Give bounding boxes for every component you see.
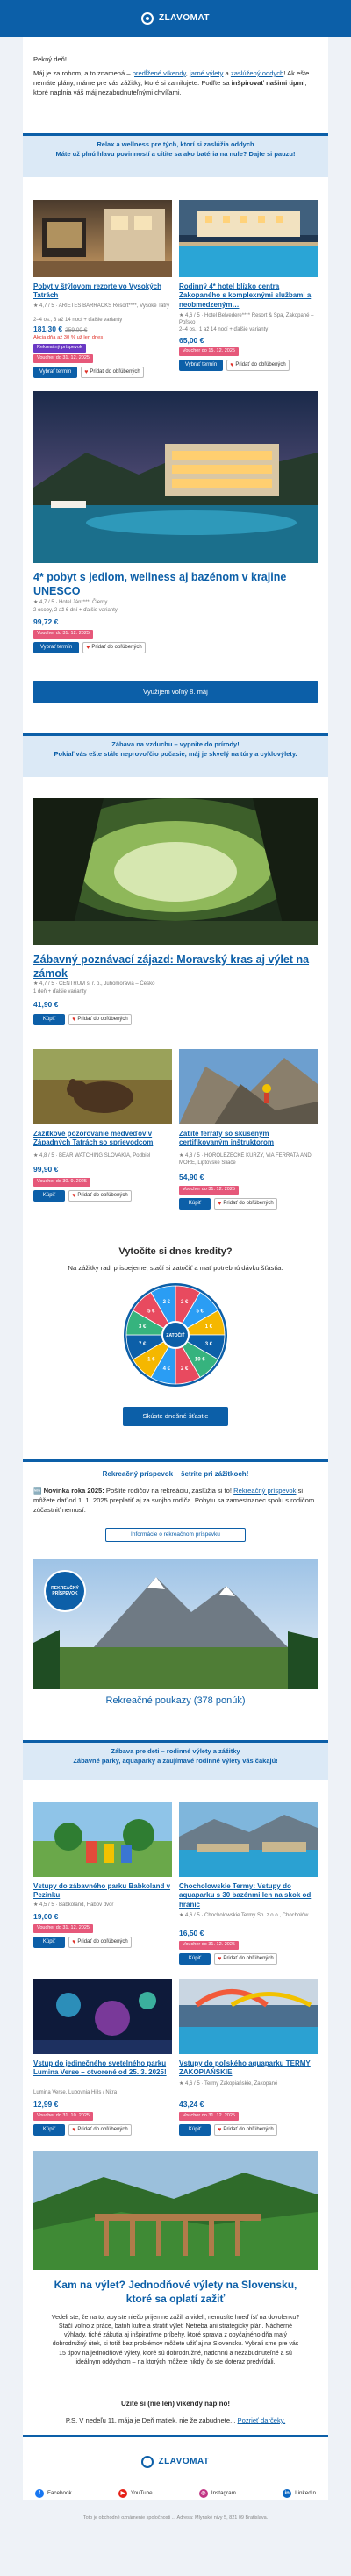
offer-image-lumina[interactable]: [33, 1979, 172, 2054]
buy-button[interactable]: Kúpiť: [179, 1198, 211, 1210]
add-favorite-button[interactable]: [68, 2124, 132, 2136]
link-gifts[interactable]: Pozrieť darčeky.: [237, 2416, 286, 2424]
linkedin-link[interactable]: [283, 2489, 316, 2498]
buy-button[interactable]: Kúpiť: [33, 1014, 65, 1025]
add-favorite-button[interactable]: [214, 1953, 277, 1965]
offer-image-belvedere[interactable]: [179, 200, 318, 277]
heart-icon: ♥: [230, 361, 234, 368]
fav-label: Pridať do obľúbených: [223, 2127, 274, 2133]
intro-text: a: [223, 69, 231, 77]
heart-icon: ♥: [84, 368, 89, 375]
youtube-icon: ▶: [118, 2489, 127, 2498]
more-may-offers-button[interactable]: Využijem voľný 8. máj: [33, 681, 318, 703]
add-favorite-button[interactable]: [214, 2124, 277, 2136]
link-rekreacny-prispevok[interactable]: Rekreačný príspevok: [233, 1487, 297, 1495]
rekreacny-paragraph: [33, 1486, 318, 1515]
rekreacne-poukazy-title[interactable]: Rekreačné poukazy (378 ponúk): [105, 1695, 246, 1706]
section-kids-heading: Zábava pre deti – rodinné výlety a zážitky Zábavné parky, aquaparky a zaujímavé rodinné výlety vás čakajú!: [23, 1740, 328, 1780]
social-label: YouTube: [130, 2489, 153, 2496]
heart-icon: ♥: [86, 644, 90, 651]
wheel-segment-label: 1 €: [204, 1324, 213, 1330]
offer-price: 99,72 €: [33, 617, 59, 626]
offer-title[interactable]: Chocholowskie Termy: Vstupy do aquaparku s 30 bazénmi len na skok od hraníc: [179, 1882, 312, 1909]
offer-rating: ★ 4,7 / 5 · CENTRUM s. r. o., Juhomoravia – Česko: [33, 981, 155, 987]
offer-rating: ★ 4,6 / 5 · Chocholowskie Termy Sp. z o.o., Chochołów: [179, 1913, 309, 1918]
offer-variants: 1 deň + ďalšie varianty: [33, 989, 87, 995]
social-links: [35, 2489, 316, 2498]
heart-icon: ♥: [218, 2126, 222, 2133]
tag-voucher: Voucher do 31. 12. 2025: [33, 630, 93, 639]
footer-logo[interactable]: [0, 2456, 351, 2468]
indoor-aquapark-photo: [179, 1979, 318, 2054]
buy-button[interactable]: Kúpiť: [33, 1937, 65, 1948]
offer-image-termy-zakopianskie[interactable]: [179, 1979, 318, 2054]
viaduct-photo: [33, 2151, 318, 2270]
tag-rekreacny-prispevok: Rekreačný príspevok: [33, 344, 86, 353]
offer-variants: 2–4 os., 3 až 14 nocí + ďalšie varianty: [33, 318, 123, 323]
email-header: [0, 0, 351, 37]
section-rekreacny-heading: Rekreačný príspevok – šetrite pri zážitkoch!: [102, 1470, 249, 1478]
fav-label: Pridať do obľúbených: [90, 369, 140, 375]
fav-label: Pridať do obľúbených: [223, 1956, 274, 1962]
closing-ps: [33, 2415, 318, 2425]
hotel-night-photo: [33, 391, 318, 563]
instagram-link[interactable]: [199, 2489, 236, 2498]
offer-image-babkoland[interactable]: [33, 1802, 172, 1877]
heart-icon: ♥: [72, 2126, 76, 2133]
zlavomat-logo-icon: [141, 12, 154, 25]
article-text: Vedeli ste, že na to, aby ste niečo prijemne zažili a videli, nemusíte hneď ísť na dovolenku? Stačí voľno z práce, batoh kufre a stratiť výlet! Netreba ani strategický plán. Nádherné výhľady, tiché zákutia aj inšpiratívne príbehy, ktoré spravia z obyčajného dňa malý dobrodružný útek, si totiž bez problémov môžete užiť aj na Slovensku. Vybrali sme pre vás 15 tipov na jednodňové výlety, ktoré sú dobrodružné, nadchnú a nezabudnuteľné a sú ideálnym oddychom – na ktorých môžete nikdy, čo ste doteraz predvídali.: [51, 2315, 300, 2365]
tag-voucher: Voucher do 31. 12. 2025: [179, 1186, 239, 1195]
offer-variants: 2 osoby, 2 až 6 dní + ďalšie varianty: [33, 608, 118, 613]
wheel-segment-label: 4 €: [162, 1366, 171, 1372]
add-favorite-button[interactable]: [68, 1014, 132, 1025]
wheel-segment-label: 7 €: [138, 1342, 147, 1348]
intro-paragraph: [33, 68, 318, 97]
fortune-wheel[interactable]: [123, 1282, 228, 1388]
offer-rating: ★ 4,7 / 5 · Hotel Ján****, Čierny: [33, 600, 108, 605]
ps-text: P.S. V nedeľu 11. mája je Deň matiek, nie že zabudnete...: [65, 2416, 238, 2424]
tag-voucher: Voucher do 15. 12. 2025: [179, 347, 239, 356]
wheel-segment-label: 3 €: [138, 1324, 147, 1330]
buy-button[interactable]: Kúpiť: [33, 1190, 65, 1202]
tag-voucher: Voucher do 31. 12. 2025: [179, 2112, 239, 2121]
heart-icon: ♥: [218, 1200, 222, 1207]
price-old: 259,00 €: [65, 327, 88, 333]
add-favorite-button[interactable]: [68, 1937, 132, 1948]
intro-text: ,: [185, 69, 190, 77]
brand-name[interactable]: ZLAVOMAT: [158, 13, 211, 24]
offer-title[interactable]: Vstup do jedinečného svetelného parku Lumina Verse – otvorené od 25. 3. 2025!: [33, 2059, 167, 2077]
tag-voucher: Voucher do 31. 12. 2025: [33, 1924, 93, 1933]
offer-title[interactable]: Vstupy do poľského aquaparku TERMY ZAKOPIAŃSKIE: [179, 2059, 311, 2077]
wheel-segment-label: 2 €: [180, 1366, 189, 1372]
fav-label: Pridať do obľúbených: [223, 1201, 274, 1207]
offer-image-chocholowskie[interactable]: [179, 1802, 318, 1877]
offer-price: 16,50 €: [179, 1929, 204, 1937]
bear-photo: [33, 1049, 172, 1124]
tag-voucher: Voucher do 31. 12. 2025: [33, 354, 93, 363]
offer-price: 12,99 €: [33, 2100, 59, 2109]
wheel-text: Na zážitky radi prispejeme, stačí si zatočiť a mať potrebnú dávku šťastia.: [68, 1264, 283, 1272]
new-icon: 🆕: [33, 1487, 44, 1495]
footer-legal: Toto je obchodné oznámenie spoločnosti ... Adresa: Mlynské nivy 5, 821 09 Bratislava.: [82, 2515, 269, 2521]
buy-button[interactable]: Kúpiť: [179, 1953, 211, 1965]
price-now: 181,30 €: [33, 325, 63, 333]
offer-title[interactable]: Zábavný poznávací zájazd: Moravský kras aj výlet na zámok: [33, 953, 310, 981]
offer-image-bears[interactable]: [33, 1049, 172, 1124]
offer-variants: 2–4 os., 1 až 14 nocí + ďalšie varianty: [179, 327, 269, 332]
rekreacny-banner-image[interactable]: [33, 1559, 318, 1689]
park-photo: [33, 1802, 172, 1877]
intro-bold: inšpirovať našimi tipmi: [231, 79, 305, 87]
intro-text: Máj je za rohom, a to znamená –: [33, 69, 133, 77]
ferrata-photo: [179, 1049, 318, 1124]
instagram-icon: ◎: [199, 2489, 208, 2498]
wheel-segment-label: 5 €: [147, 1309, 155, 1315]
link-predlzene-vikendy[interactable]: predĺžené víkendy: [132, 69, 186, 77]
add-favorite-button[interactable]: [214, 1198, 277, 1210]
offer-rating: Lumina Verse, Lubovnia Hills / Nitra: [33, 2090, 118, 2095]
offer-image-resort-tatry[interactable]: [33, 200, 172, 277]
offer-title[interactable]: Vstupy do zábavného parku Babkoland v Pezinku: [33, 1882, 171, 1900]
offer-price: 43,24 €: [179, 2100, 204, 2109]
tag-voucher: Voucher do 30. 9. 2025: [33, 1178, 90, 1187]
cave-photo: [33, 798, 318, 945]
footer-divider: [23, 2435, 328, 2437]
footer-brand: ZLAVOMAT: [158, 2457, 210, 2467]
zlavomat-logo-icon: [141, 2456, 154, 2468]
rekreacny-badge: REKREAČNÝ PRÍSPEVOK: [44, 1570, 86, 1612]
add-favorite-button[interactable]: [226, 360, 290, 371]
choose-date-button[interactable]: Vybrať termín: [179, 360, 223, 371]
choose-date-button[interactable]: Vybrať termín: [33, 367, 77, 378]
offer-rating: ★ 4,6 / 5 · Termy Zakopiańskie, Zakopané: [179, 2081, 278, 2087]
article-image-viaduct[interactable]: [33, 2151, 318, 2270]
link-zasluzeny-oddych[interactable]: zaslúžený oddych: [230, 69, 284, 77]
offer-title[interactable]: Rodinný 4* hotel blízko centra Zakopaného s komplexnými službami a neobmedzeným…: [179, 282, 312, 309]
divider: [23, 1459, 328, 1462]
social-label: LinkedIn: [295, 2489, 316, 2496]
aquapark-photo: [179, 1802, 318, 1877]
facebook-link[interactable]: [35, 2489, 72, 2498]
offer-title[interactable]: Zaťite ferraty so skúseným certifikovaným inštruktorom: [179, 1130, 275, 1147]
add-favorite-button[interactable]: [82, 642, 146, 653]
wheel-segment-label: 1 €: [147, 1357, 155, 1363]
wheel-graphic: [123, 1282, 228, 1388]
heart-icon: ♥: [72, 1192, 76, 1199]
offer-image-ferrata[interactable]: [179, 1049, 318, 1124]
rekreacny-text: Pošlite rodičov na rekreáciu, zaslúžia si to!: [105, 1487, 234, 1495]
rekreacny-info-button[interactable]: Informácie o rekreačnom príspevku: [105, 1528, 246, 1542]
heart-icon: ♥: [218, 1955, 222, 1962]
rekreacny-text: si môžete dať od 1. 1. 2025 preplatiť aj za svojho rodiča. Pobytu sa zamestnanec spolu s rodičom zúčastniť nemusí.: [33, 1487, 315, 1514]
section-wellness-heading: Relax a wellness pre tých, ktorí si zaslúžia oddych Máte už plnú hlavu povinností a cítite sa ako batéria na nule? Dajte si pauzu!: [23, 133, 328, 177]
social-label: Instagram: [211, 2489, 236, 2496]
buy-button[interactable]: Kúpiť: [179, 2124, 211, 2136]
fav-label: Pridať do obľúbených: [235, 362, 286, 368]
offer-price: [33, 325, 87, 335]
intro-text: ! Ak ešte nemáte plány, máme pre vás zážitky, ktoré si zamilujete. Podľte sa: [33, 69, 310, 87]
fav-label: Pridať do obľúbených: [77, 1193, 128, 1199]
wheel-segment-label: 2 €: [162, 1300, 171, 1306]
offer-rating: ★ 4,6 / 5 · Hotel Belvedere**** Resort & Spa, Zakopané – Poľsko: [179, 313, 314, 326]
offer-rating: ★ 4,7 / 5 · ARIETES BARRACKS Resort****, Vysoké Tatry: [33, 303, 170, 309]
light-park-photo: [33, 1979, 172, 2054]
offer-price: 41,90 €: [33, 1000, 59, 1009]
intro-text: , ktoré naplnia váš máj nezabudnuteľnými chvíľami.: [33, 79, 307, 96]
tag-voucher: Voucher do 31. 12. 2025: [179, 1941, 239, 1950]
rekreacny-bold: Novinka roka 2025:: [43, 1487, 106, 1495]
wheel-segment-label: 5 €: [196, 1309, 204, 1315]
offer-title[interactable]: Pobyt v štýlovom rezorte vo Vysokých Tatrách: [33, 282, 161, 300]
wheel-segment-label: 2 €: [180, 1300, 189, 1306]
offer-price: 65,00 €: [179, 336, 204, 345]
try-luck-button[interactable]: Skúste dnešné šťastie: [123, 1407, 228, 1426]
fav-label: Pridať do obľúbených: [91, 645, 142, 651]
fav-label: Pridať do obľúbených: [77, 2127, 128, 2133]
wheel-title: Vytočíte si dnes kredity?: [118, 1246, 233, 1257]
offer-rating: ★ 4,5 / 5 · Babkoland, Habov dvor: [33, 1902, 114, 1908]
add-favorite-button[interactable]: [68, 1190, 132, 1202]
wheel-segment-label: 10 €: [194, 1357, 205, 1363]
wheel-segment-label: 3 €: [204, 1342, 213, 1348]
offer-price: 99,90 €: [33, 1165, 59, 1174]
offer-deal-note: Akcia dňa až 30 % už len dnes: [33, 335, 104, 340]
closing-line: Užite si (nie len) víkendy naplno!: [120, 2400, 231, 2408]
offer-rating: ★ 4,8 / 5 · BEAR WATCHING SLOVAKIA, Podbiel: [33, 1153, 151, 1159]
choose-date-button[interactable]: Vybrať termín: [33, 642, 79, 653]
add-favorite-button[interactable]: [81, 367, 144, 378]
social-label: Facebook: [47, 2489, 72, 2496]
buy-button[interactable]: Kúpiť: [33, 2124, 65, 2136]
fav-label: Pridať do obľúbených: [77, 1017, 128, 1023]
offer-rating: ★ 4,8 / 5 · HOROLEZECKÉ KURZY, VIA FERRATA AND MORE, Liptovské Sliače: [179, 1153, 312, 1167]
resort-photo: [33, 200, 172, 277]
linkedin-icon: in: [283, 2489, 291, 2498]
tag-voucher: Voucher do 31. 10. 2025: [33, 2112, 93, 2121]
wheel-center-label: ZATOČIŤ: [166, 1333, 185, 1338]
offer-price: 54,90 €: [179, 1173, 204, 1181]
offer-image-hotel-jan[interactable]: [33, 391, 318, 563]
facebook-icon: f: [35, 2489, 44, 2498]
offer-title[interactable]: Zážitkové pozorovanie medveďov v Západných Tatrách so sprievodcom: [33, 1130, 154, 1147]
section-outdoor-heading: Zábava na vzduchu – vypnite do prírody! Pokiaľ vás ešte stále neprovoľčio počasie, máj je skvelý na túry a cyklovýlety.: [23, 733, 328, 777]
greeting: Pekný deň!: [33, 55, 67, 63]
fav-label: Pridať do obľúbených: [77, 1939, 128, 1945]
offer-title[interactable]: 4* pobyt s jedlom, wellness aj bazénom v krajine UNESCO: [33, 571, 287, 598]
youtube-link[interactable]: [118, 2489, 153, 2498]
hotel-pool-photo: [179, 200, 318, 277]
offer-image-moravsky-kras[interactable]: [33, 798, 318, 945]
heart-icon: ♥: [72, 1016, 76, 1023]
offer-price: 19,00 €: [33, 1912, 59, 1921]
heart-icon: ♥: [72, 1938, 76, 1945]
article-title[interactable]: Kam na výlet? Jednodňové výlety na Slovensku, ktoré sa oplatí zažiť: [54, 2279, 297, 2305]
link-jarne-vylety[interactable]: jarné výlety: [190, 69, 224, 77]
